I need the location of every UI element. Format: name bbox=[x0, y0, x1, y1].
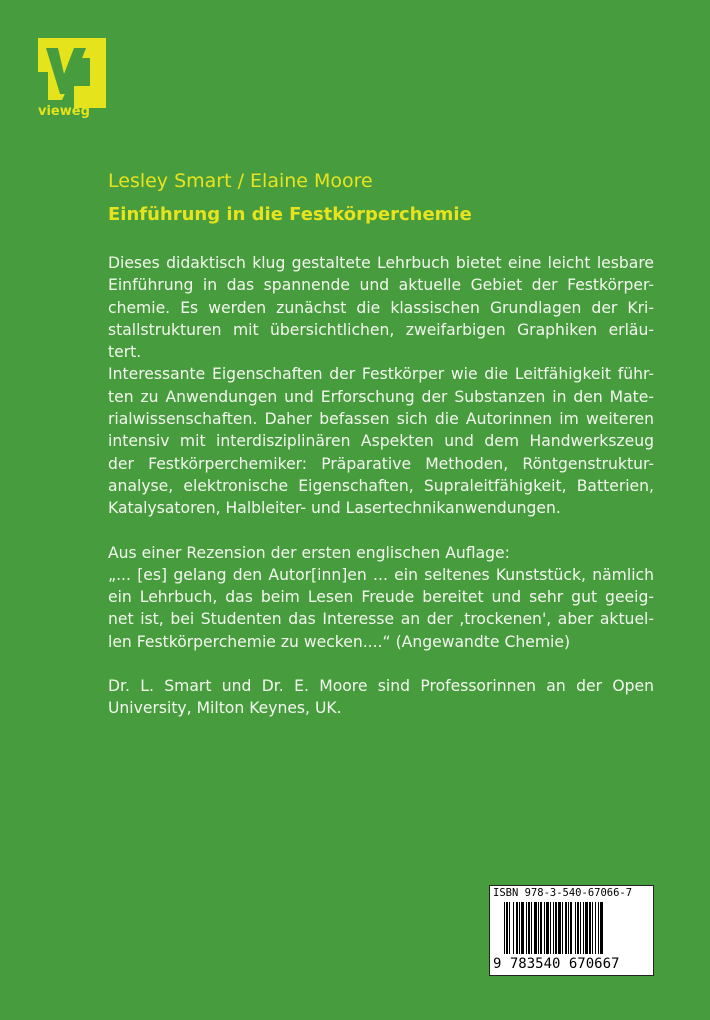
barcode-bar bbox=[509, 902, 510, 954]
review-quote bbox=[108, 542, 654, 653]
about-authors bbox=[108, 675, 654, 720]
book-title: Einführung in die Festkörperchemie bbox=[108, 204, 472, 225]
about-authors-line: University, Milton Keynes, UK. bbox=[108, 699, 342, 718]
description-line: rialwissenschaften. Daher befassen sich die Autorinnen im weiteren bbox=[108, 410, 654, 429]
barcode-bar bbox=[553, 902, 554, 954]
barcode-bar bbox=[555, 902, 557, 954]
about-authors-line: Dr. L. Smart und Dr. E. Moore sind Professorinnen an der Open bbox=[108, 677, 654, 696]
barcode-bar bbox=[583, 902, 584, 954]
barcode-bar bbox=[598, 902, 599, 954]
description bbox=[108, 252, 654, 520]
barcode-bar bbox=[546, 902, 549, 954]
review-line: len Festkörperchemie zu wecken....“ (Angewandte Chemie) bbox=[108, 632, 571, 651]
description-line: analyse, elektronische Eigenschaften, Supraleitfähigkeit, Batterien, bbox=[108, 476, 654, 495]
barcode-bar bbox=[592, 902, 593, 954]
isbn-label: ISBN 978-3-540-67066-7 bbox=[493, 887, 633, 899]
barcode-bar bbox=[504, 902, 505, 954]
barcode-bar bbox=[568, 902, 569, 954]
barcode-bar bbox=[538, 902, 539, 954]
barcode-bar bbox=[600, 902, 603, 954]
isbn-barcode-box bbox=[489, 885, 654, 976]
review-line: net ist, bei Studenten das Interesse an der ‚trockenen', aber aktuel- bbox=[108, 610, 654, 629]
barcode-bar bbox=[558, 902, 561, 954]
barcode-bar bbox=[550, 902, 551, 954]
barcode-bar bbox=[580, 902, 581, 954]
description-line: Dieses didaktisch klug gestaltete Lehrbuch bietet eine leicht lesbare bbox=[108, 254, 654, 272]
barcode-bar bbox=[577, 902, 579, 954]
description-line: chemie. Es werden zunächst die klassischen Grundlagen der Kri- bbox=[108, 298, 654, 317]
barcode-bar bbox=[534, 902, 537, 954]
barcode-bar bbox=[562, 902, 563, 954]
barcode-bar bbox=[521, 902, 524, 954]
description-line: der Festkörperchemiker: Präparative Methoden, Röntgenstruktur- bbox=[108, 454, 654, 473]
book-authors: Lesley Smart / Elaine Moore bbox=[108, 170, 373, 192]
barcode-bar bbox=[528, 902, 530, 954]
barcode-icon bbox=[504, 902, 648, 954]
publisher-logo-text: vieweg bbox=[38, 104, 90, 119]
barcode-bar bbox=[570, 902, 572, 954]
barcode-bar bbox=[531, 902, 532, 954]
description-line: ten zu Anwendungen und Erforschung der Substanzen in den Mate- bbox=[108, 387, 654, 406]
barcode-digits: 9 783540 670667 bbox=[493, 956, 620, 972]
review-line: ein Lehrbuch, das beim Lesen Freude bereitet und sehr gut geeig- bbox=[108, 588, 654, 607]
description-line: intensiv mit interdisziplinären Aspekten und dem Handwerkszeug bbox=[108, 432, 654, 451]
description-line: Interessante Eigenschaften der Festkörper wie die Leitfähigkeit führ- bbox=[108, 365, 654, 384]
barcode-bar bbox=[575, 902, 576, 954]
barcode-bar bbox=[565, 902, 567, 954]
barcode-bar bbox=[540, 902, 542, 954]
barcode-bar bbox=[526, 902, 527, 954]
barcode-bar bbox=[595, 902, 596, 954]
description-line: Katalysatoren, Halbleiter- und Lasertechnikanwendungen. bbox=[108, 499, 561, 518]
barcode-bar bbox=[513, 902, 514, 954]
description-line: Einführung in das spannende und aktuelle Gebiet der Festkörper- bbox=[108, 276, 654, 295]
description-line: stallstrukturen mit übersichtlichen, zweifarbigen Graphiken erläu- bbox=[108, 320, 654, 339]
barcode-bar bbox=[519, 902, 520, 954]
description-line: tert. bbox=[108, 343, 142, 362]
barcode-bar bbox=[544, 902, 545, 954]
barcode-bar bbox=[516, 902, 518, 954]
review-line: „... [es] gelang den Autor[inn]en ... ein seltenes Kunststück, nämlich bbox=[108, 565, 654, 584]
review-line: Aus einer Rezension der ersten englischen Auflage: bbox=[108, 543, 510, 562]
barcode-bar bbox=[506, 902, 508, 954]
barcode-bar bbox=[589, 902, 591, 954]
back-cover-text bbox=[108, 252, 654, 720]
barcode-bar bbox=[585, 902, 588, 954]
